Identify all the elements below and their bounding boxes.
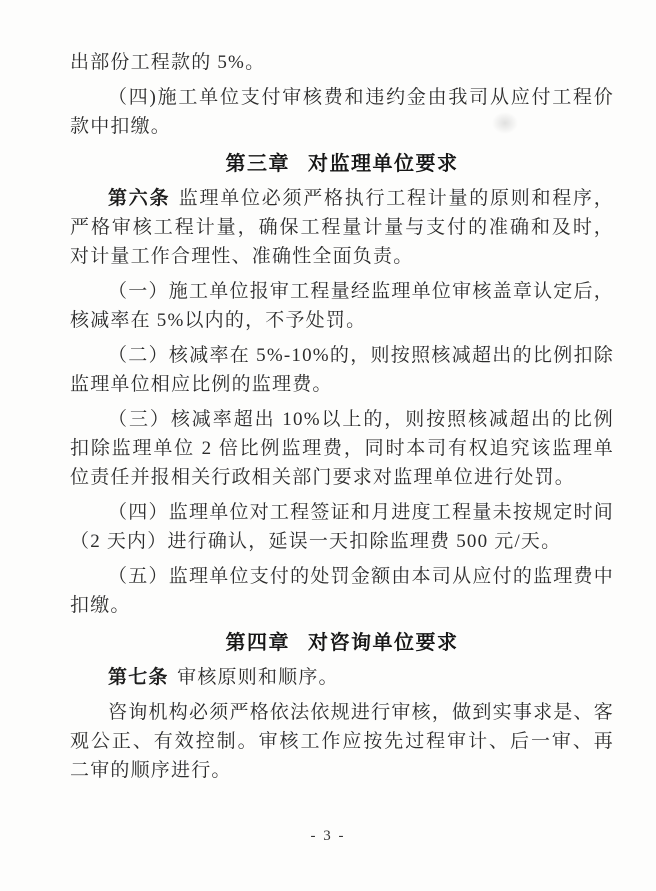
chapter-title: 对监理单位要求	[308, 153, 459, 175]
body-paragraph: （五）监理单位支付的处罚金额由本司从应付的监理费中扣缴。	[70, 566, 614, 616]
chapter-heading	[70, 150, 614, 179]
body-paragraph: （四）监理单位对工程签证和月进度工程量未按规定时间（2 天内）进行确认，延误一天扣除监理费 500 元/天。	[70, 502, 614, 552]
article-paragraph	[70, 184, 614, 271]
article-number: 第七条	[108, 667, 169, 688]
body-paragraph: （三）核减率超出 10%以上的，则按照核减超出的比例扣除监理单位 2 倍比例监理费，同时本司有权追究该监理单位责任并报相关行政相关部门要求对监理单位进行处罚。	[70, 409, 614, 488]
body-paragraph: 咨询机构必须严格依法依规进行审核，做到实事求是、客观公正、有效控制。审核工作应按先过程审计、后一审、再二审的顺序进行。	[70, 702, 614, 781]
chapter-number: 第三章	[225, 153, 290, 175]
body-paragraph-continuation: 出部份工程款的 5%。	[70, 52, 266, 73]
article-number: 第六条	[108, 188, 171, 209]
chapter-title: 对咨询单位要求	[308, 632, 459, 654]
body-paragraph: （二）核减率在 5%-10%的，则按照核减超出的比例扣除监理单位相应比例的监理费。	[70, 345, 614, 395]
body-paragraph: （四)施工单位支付审核费和违约金由我司从应付工程价款中扣缴。	[70, 87, 614, 137]
body-paragraph: （一）施工单位报审工程量经监理单位审核盖章认定后，核减率在 5%以内的，不予处罚。	[70, 281, 614, 331]
article-text: 审核原则和顺序。	[177, 667, 339, 688]
document-body	[70, 48, 614, 791]
article-text: 监理单位必须严格执行工程计量的原则和程序，严格审核工程计量，确保工程量计量与支付的准确和及时，对计量工作合理性、准确性全面负责。	[70, 188, 614, 267]
article-paragraph	[70, 663, 614, 692]
chapter-number: 第四章	[225, 632, 290, 654]
page-number: - 3 -	[310, 828, 346, 844]
chapter-heading	[70, 629, 614, 658]
